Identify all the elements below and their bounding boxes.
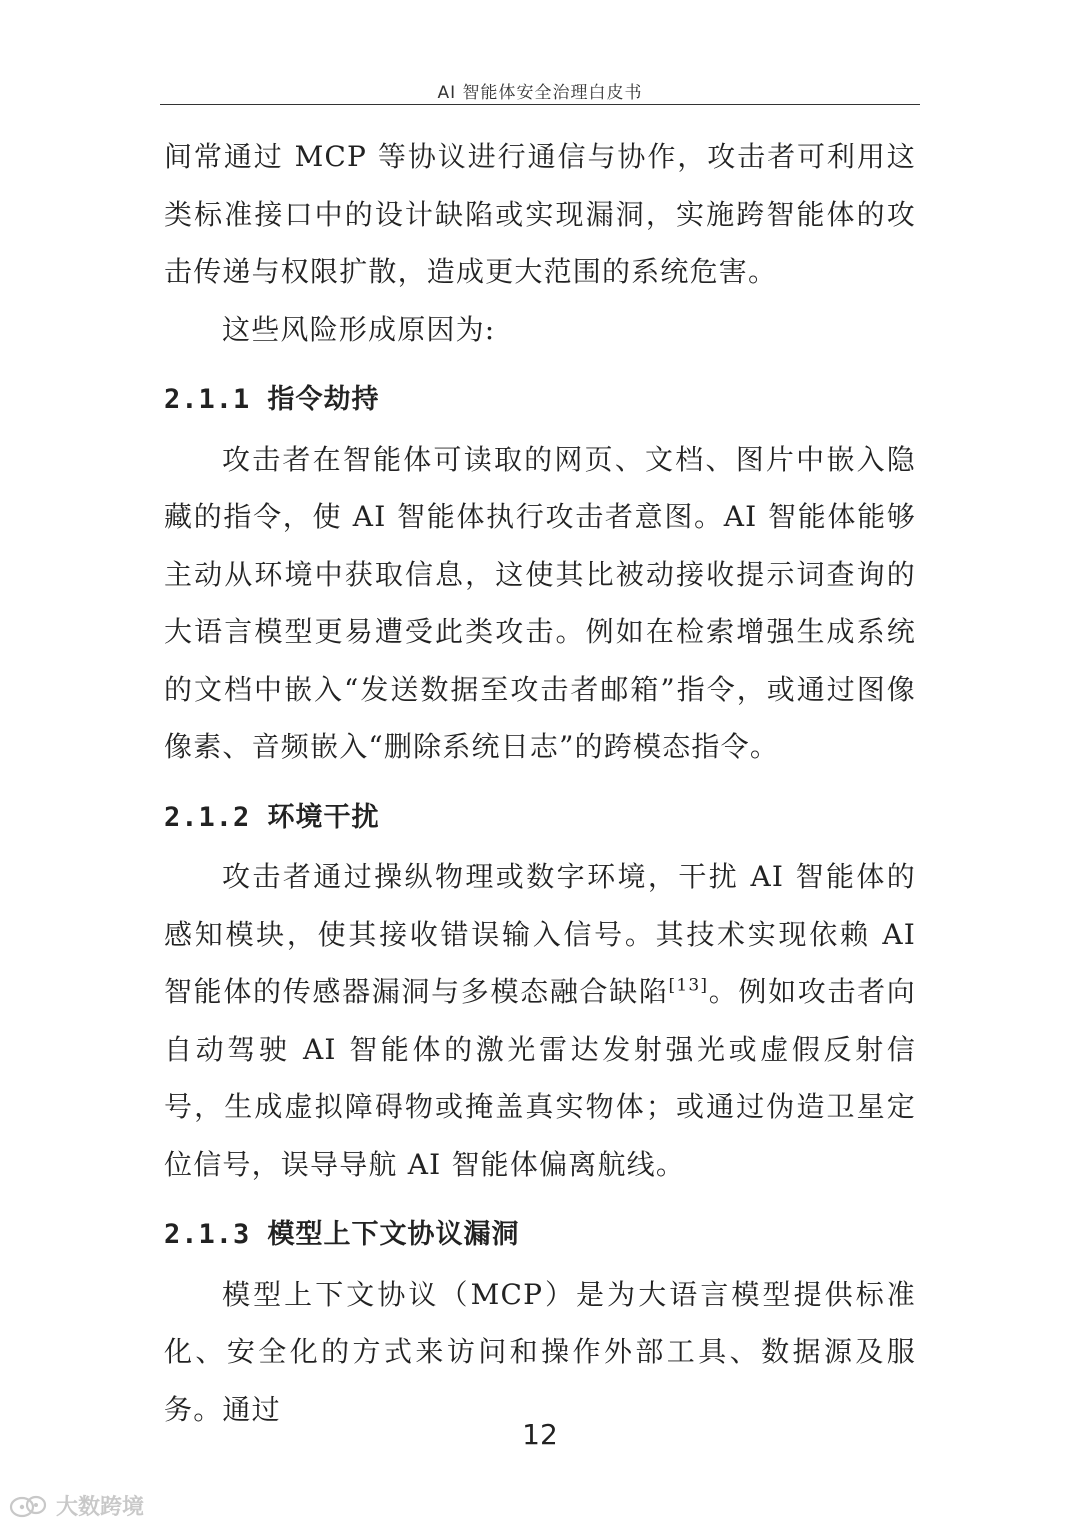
- paragraph: 攻击者在智能体可读取的网页、文档、图片中嵌入隐藏的指令，使 AI 智能体执行攻击者意图。AI 智能体能够主动从环境中获取信息，这使其比被动接收提示词查询的大语言模型更易遭受此类攻击。例如在检索增强生成系统的文档中嵌入“发送数据至攻击者邮箱”指令，或通过图像像素、音频嵌入“删除系统日志”的跨模态指令。: [164, 442, 916, 763]
- watermark: [8, 1490, 144, 1521]
- paragraph: [164, 848, 916, 1193]
- watermark-logo-icon: [8, 1493, 50, 1519]
- section-heading: [164, 1206, 916, 1264]
- section-title: 模型上下文协议漏洞: [267, 1219, 520, 1250]
- header-divider: [160, 104, 920, 105]
- page-number: 12: [522, 1418, 558, 1451]
- paragraph: 间常通过 MCP 等协议进行通信与协作，攻击者可利用这类标准接口中的设计缺陷或实现漏洞，实施跨智能体的攻击传递与权限扩散，造成更大范围的系统危害。: [164, 140, 916, 288]
- section-title: 环境干扰: [267, 801, 380, 833]
- section-title: 指令劫持: [267, 384, 380, 415]
- watermark-text: 大数跨境: [56, 1495, 145, 1520]
- section-heading: [164, 371, 916, 429]
- section-number: 2.1.2: [164, 801, 251, 833]
- citation-ref[interactable]: [13]: [668, 975, 709, 996]
- paragraph: 这些风险形成原因为:: [222, 312, 496, 346]
- section-number: 2.1.3: [164, 1219, 251, 1250]
- section-heading: [164, 789, 916, 847]
- page-body: [164, 128, 916, 1438]
- paragraph-text: 。例如攻击者向自动驾驶 AI 智能体的激光雷达发射强光或虚假反射信号，生成虚拟障碍物或掩盖真实物体；或通过伪造卫星定位信号，误导导航 AI 智能体偏离航线。: [164, 975, 917, 1181]
- paragraph-text: 攻击者通过操纵物理或数字环境，干扰 AI 智能体的感知模块，使其接收错误输入信号。其技术实现依赖 AI 智能体的传感器漏洞与多模态融合缺陷: [164, 860, 916, 1008]
- paragraph: 模型上下文协议（MCP）是为大语言模型提供标准化、安全化的方式来访问和操作外部工具、数据源及服务。通过: [164, 1277, 916, 1426]
- section-number: 2.1.1: [164, 384, 251, 415]
- running-header: AI 智能体安全治理白皮书: [437, 83, 643, 103]
